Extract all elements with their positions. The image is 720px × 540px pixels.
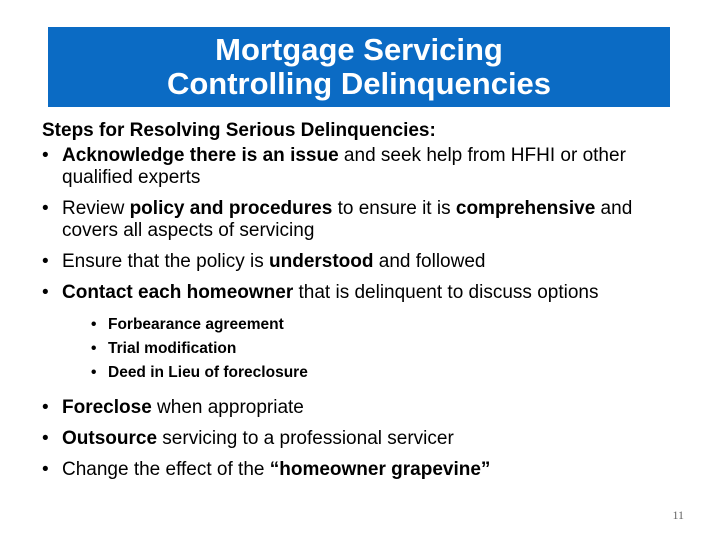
title-line-1: Mortgage Servicing [215,32,503,67]
bullet-text-bold: policy and procedures [129,198,333,219]
bullet-item [42,459,692,481]
bullet-item [42,198,692,242]
title-line-2: Controlling Delinquencies [166,66,552,101]
sub-bullet-item: • Trial modification [91,337,692,361]
sub-bullet-item: • Deed in Lieu of foreclosure [91,361,692,385]
bullet-text-bold: comprehensive [455,198,596,219]
bullet-text: Change the effect of the [62,459,270,480]
bullet-text: servicing to a professional servicer [157,428,454,449]
bullet-text: to ensure it is [332,198,456,219]
title-banner [48,27,670,107]
bullet-text: when appropriate [151,397,304,418]
bullet-text: that is delinquent to discuss options [293,282,599,303]
bullet-item [42,428,692,450]
bullet-item [42,282,692,304]
bullet-text-bold: understood [269,251,374,272]
section-heading: Steps for Resolving Serious Delinquencies: [42,120,436,141]
bullet-text-bold: Foreclose [62,397,152,418]
bullet-list-continued [42,397,692,481]
bullet-item [42,251,692,273]
slide-body [42,117,692,490]
bullet-list [42,145,692,304]
bullet-text-bold: Outsource [62,428,158,449]
bullet-text: and seek help from HFHI or other qualified experts [62,145,626,188]
sub-bullet-list [91,313,692,385]
bullet-text-bold: Contact each homeowner [62,282,294,303]
bullet-text: and followed [373,251,486,272]
bullet-text: and covers all aspects of servicing [62,198,633,241]
bullet-text: Ensure that the policy is [62,251,269,272]
bullet-text: Review [62,198,130,219]
bullet-text-bold: Acknowledge there is an issue [62,145,339,166]
bullet-item [42,397,692,419]
bullet-item [42,145,692,189]
page-number: 11 [672,508,684,522]
bullet-text-bold: “homeowner grapevine” [269,459,491,480]
sub-bullet-item: • Forbearance agreement [91,313,692,337]
